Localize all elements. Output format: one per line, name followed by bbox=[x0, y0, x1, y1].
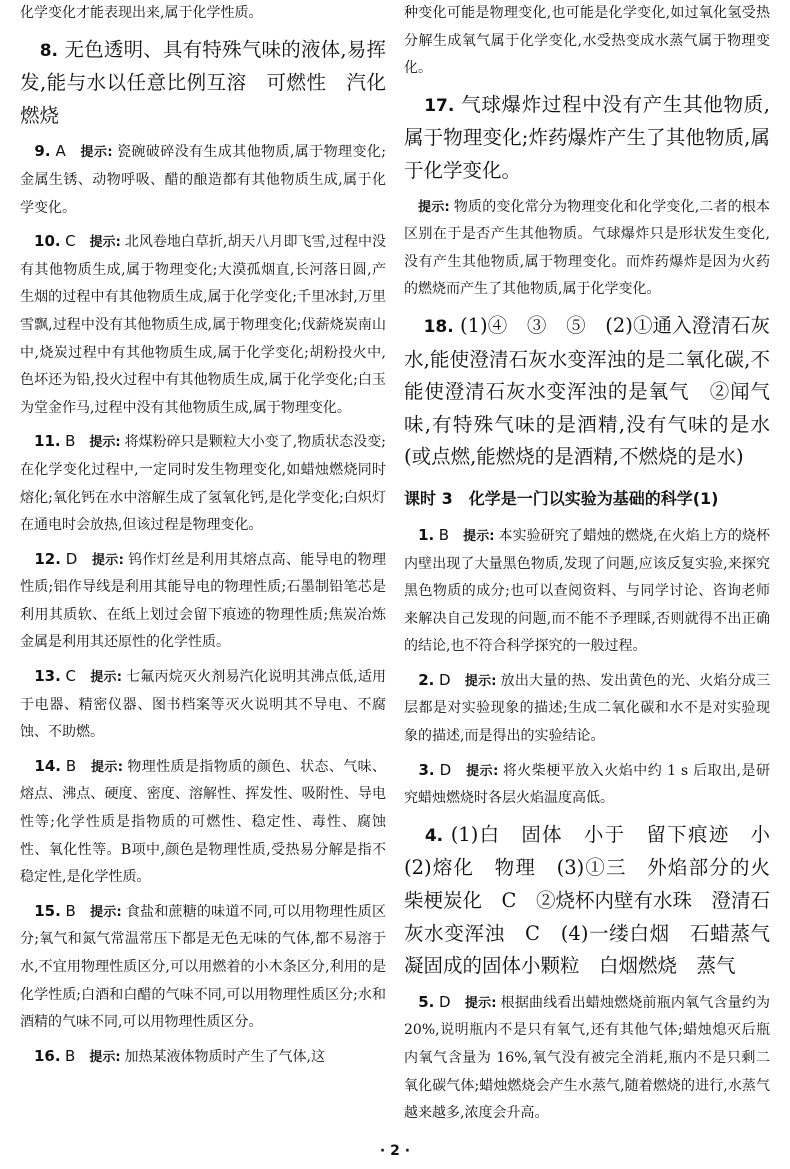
question-number: 2. bbox=[418, 670, 435, 689]
choice-answer: D bbox=[438, 992, 451, 1011]
answer-13 bbox=[20, 663, 386, 747]
tip-text: 放出大量的热、发出黄色的光、火焰分成三层都是对实验现象的描述;生成二氧化碳和水不是对实验现象的描述,而是得出的实验结论。 bbox=[404, 672, 771, 745]
answer-l4 bbox=[404, 819, 790, 983]
tip-text: 钨作灯丝是利用其熔点高、能导电的物理性质;铝作导线是利用其能导电的物理性质;石墨制铅笔芯是利用其质软、在纸上划过会留下痕迹的物理性质;焦炭冶炼金属是利用其还原性的化学性质。 bbox=[20, 551, 387, 651]
answer-l3 bbox=[404, 757, 770, 813]
choice-answer: B bbox=[438, 525, 450, 544]
answer-9 bbox=[20, 138, 386, 222]
tip-text: 根据曲线看出蜡烛燃烧前瓶内氧气含量约为 20%,说明瓶内不是只有氧气,还有其他气体;蜡烛熄灭后瓶内氧气含量为 16%,氧气没有被完全消耗,瓶内不是只剩二氧化碳气体;蜡烛燃烧会产生水蒸气,随着燃烧的进行,水蒸气越来越多,浓度会升高。 bbox=[404, 994, 771, 1122]
tip-text: 七氟丙烷灭火剂易汽化说明其沸点低,适用于电器、精密仪器、图书档案等灭火说明其不导电、不腐蚀、不助燃。 bbox=[20, 669, 387, 741]
answer-11 bbox=[20, 428, 386, 539]
continuation-text: 种变化可能是物理变化,也可能是化学变化,如过氧化氢受热分解生成氧气属于化学变化,水受热变成水蒸气属于物理变化。 bbox=[404, 5, 770, 77]
choice-answer: D bbox=[438, 670, 451, 689]
question-number: 3. bbox=[418, 760, 435, 779]
tip-text: 北风卷地白草折,胡天八月即飞雪,过程中没有其他物质生成,属于物理变化;大漠孤烟直,长河落日圆,产生烟的过程中有其他物质生成,属于化学变化;千里冰封,万里雪飘,过程中没有其他物质生成,属于物理变化;伐薪烧炭南山中,烧炭过程中有其他物质生成,属于化学变化;胡粉投火中,色坏还为铅,投火过程中有其他物质生成,属于化学变化;白玉为堂金作马,过程中没有其他物质生成,属于物理变化。 bbox=[20, 234, 387, 416]
tip-text: 加热某液体物质时产生了气体,这 bbox=[124, 1048, 325, 1065]
tip-label: 提示: bbox=[90, 904, 122, 920]
lesson-title: 课时 3 化学是一门以实验为基础的科学(1) bbox=[404, 488, 719, 508]
question-number: 9. bbox=[34, 142, 51, 161]
question-number: 18. bbox=[423, 316, 454, 337]
tip-text: 瓷碗破碎没有生成其他物质,属于物理变化;金属生锈、动物呼吸、醋的酿造都有其他物质生成,属于化学变化。 bbox=[20, 144, 387, 216]
tip-text: 本实验研究了蜡烛的燃烧,在火焰上方的烧杯内壁出现了大量黑色物质,发现了问题,应该反复实验,来探究黑色物质的成分;也可以查阅资料、与同学讨论、咨询老师来解决自己发现的问题,而不能不予理睬,否则就得不出正确的结论,也不符合科学探究的一般过程。 bbox=[404, 527, 771, 655]
tip-text: 食盐和蔗糖的味道不同,可以用物理性质区分;氧气和氮气常温常压下都是无色无味的气体,都不易溶于水,不宜用物理性质区分,可以用燃着的小木条区分,利用的是化学性质;白酒和白醋的气味不同,可以用物理性质区分;水和酒精的气味不同,可以用物理性质区分。 bbox=[20, 903, 387, 1031]
tip-text: 将火柴梗平放入火焰中约 1 s 后取出,是研究蜡烛燃烧时各层火焰温度高低。 bbox=[404, 762, 771, 807]
question-number: 4. bbox=[424, 825, 444, 846]
answer-17 bbox=[404, 89, 770, 188]
continuation-text: 化学变化才能表现出来,属于化学性质。 bbox=[20, 5, 263, 21]
answer-text: 气球爆炸过程中没有产生其他物质,属于物理变化;炸药爆炸产生了其他物质,属于化学变化。 bbox=[404, 92, 770, 182]
tip-label: 提示: bbox=[89, 235, 121, 251]
right-column bbox=[404, 0, 790, 1128]
choice-answer: B bbox=[65, 901, 76, 920]
tip-label: 提示: bbox=[90, 759, 123, 775]
tip-text: 物理性质是指物质的颜色、状态、气味、熔点、沸点、硬度、密度、溶解性、挥发性、吸附性、导电性等;化学性质是指物质的可燃性、稳定性、毒性、腐蚀性、氧化性等。B项中,颜色是物理性质,受热易分解是指不稳定性,是化学性质。 bbox=[20, 758, 387, 886]
choice-answer: C bbox=[65, 667, 76, 686]
tip-label: 提示: bbox=[89, 435, 121, 451]
choice-answer: A bbox=[55, 142, 66, 161]
question-number: 12. bbox=[34, 549, 61, 568]
choice-answer: B bbox=[65, 1046, 76, 1065]
tip-17 bbox=[404, 194, 770, 304]
question-number: 17. bbox=[424, 95, 455, 116]
answer-8 bbox=[20, 34, 406, 133]
question-number: 1. bbox=[418, 525, 435, 544]
tip-label: 提示: bbox=[90, 670, 122, 686]
answer-l5 bbox=[404, 989, 770, 1128]
tip-label: 提示: bbox=[80, 145, 113, 161]
choice-answer: B bbox=[65, 756, 77, 775]
left-column bbox=[20, 0, 406, 1071]
choice-answer: D bbox=[439, 760, 452, 779]
answer-15 bbox=[20, 898, 386, 1037]
answer-14 bbox=[20, 753, 386, 892]
answer-text: (1)④ ③ ⑤ (2)①通入澄清石灰水,能使澄清石灰水变浑浊的是二氧化碳,不能使澄清石灰水变浑浊的是氧气 ②闻气味,有特殊气味的是酒精,没有气味的是水(或点燃,能燃烧的是酒精,不燃烧的是水) bbox=[404, 313, 770, 469]
question-number: 15. bbox=[34, 901, 61, 920]
answer-12 bbox=[20, 546, 386, 657]
choice-answer: C bbox=[65, 232, 76, 251]
question-number: 8. bbox=[39, 40, 59, 61]
question-number: 11. bbox=[34, 432, 61, 451]
choice-answer: B bbox=[65, 432, 76, 451]
tip-label: 提示: bbox=[463, 528, 495, 544]
answer-text: 无色透明、具有特殊气味的液体,易挥发,能与水以任意比例互溶 可燃性 汽化 燃烧 bbox=[20, 37, 406, 127]
tip-text: 物质的变化常分为物理变化和化学变化,二者的根本区别在于是否产生其他物质。气球爆炸只是形状发生变化,没有产生其他物质,属于物理变化。而炸药爆炸是因为火药的燃烧而产生了其他物质,属于化学变化。 bbox=[404, 198, 771, 298]
answer-16 bbox=[20, 1043, 386, 1072]
tip-label: 提示: bbox=[418, 199, 450, 215]
tip-label: 提示: bbox=[464, 995, 497, 1011]
question-number: 10. bbox=[34, 232, 61, 251]
answer-l1 bbox=[404, 522, 770, 661]
tip-label: 提示: bbox=[89, 1049, 121, 1065]
answer-l2 bbox=[404, 667, 770, 751]
tip-label: 提示: bbox=[464, 673, 497, 689]
question-number: 5. bbox=[418, 992, 435, 1011]
question-number: 14. bbox=[34, 756, 61, 775]
question-number: 13. bbox=[34, 667, 61, 686]
page-number: · 2 · bbox=[379, 1143, 411, 1159]
tip-label: 提示: bbox=[91, 552, 124, 568]
answer-18 bbox=[404, 310, 770, 474]
answer-10 bbox=[20, 228, 386, 422]
choice-answer: D bbox=[65, 549, 78, 568]
answer-text: (1)白 固体 小于 留下痕迹 小 (2)熔化 物理 (3)①三 外焰部分的火柴梗炭化 C ②烧杯内壁有水珠 澄清石灰水变浑浊 C (4)一缕白烟 石蜡蒸气凝固成的固体小颗粒 白烟燃烧 蒸气 bbox=[404, 822, 790, 978]
tip-text: 将煤粉碎只是颗粒大小变了,物质状态没变;在化学变化过程中,一定同时发生物理变化,如蜡烛燃烧同时熔化;氧化钙在水中溶解生成了氢氧化钙,是化学变化;白炽灯在通电时会放热,但该过程是物理变化。 bbox=[20, 434, 387, 534]
tip-label: 提示: bbox=[466, 763, 499, 779]
question-number: 16. bbox=[34, 1046, 61, 1065]
